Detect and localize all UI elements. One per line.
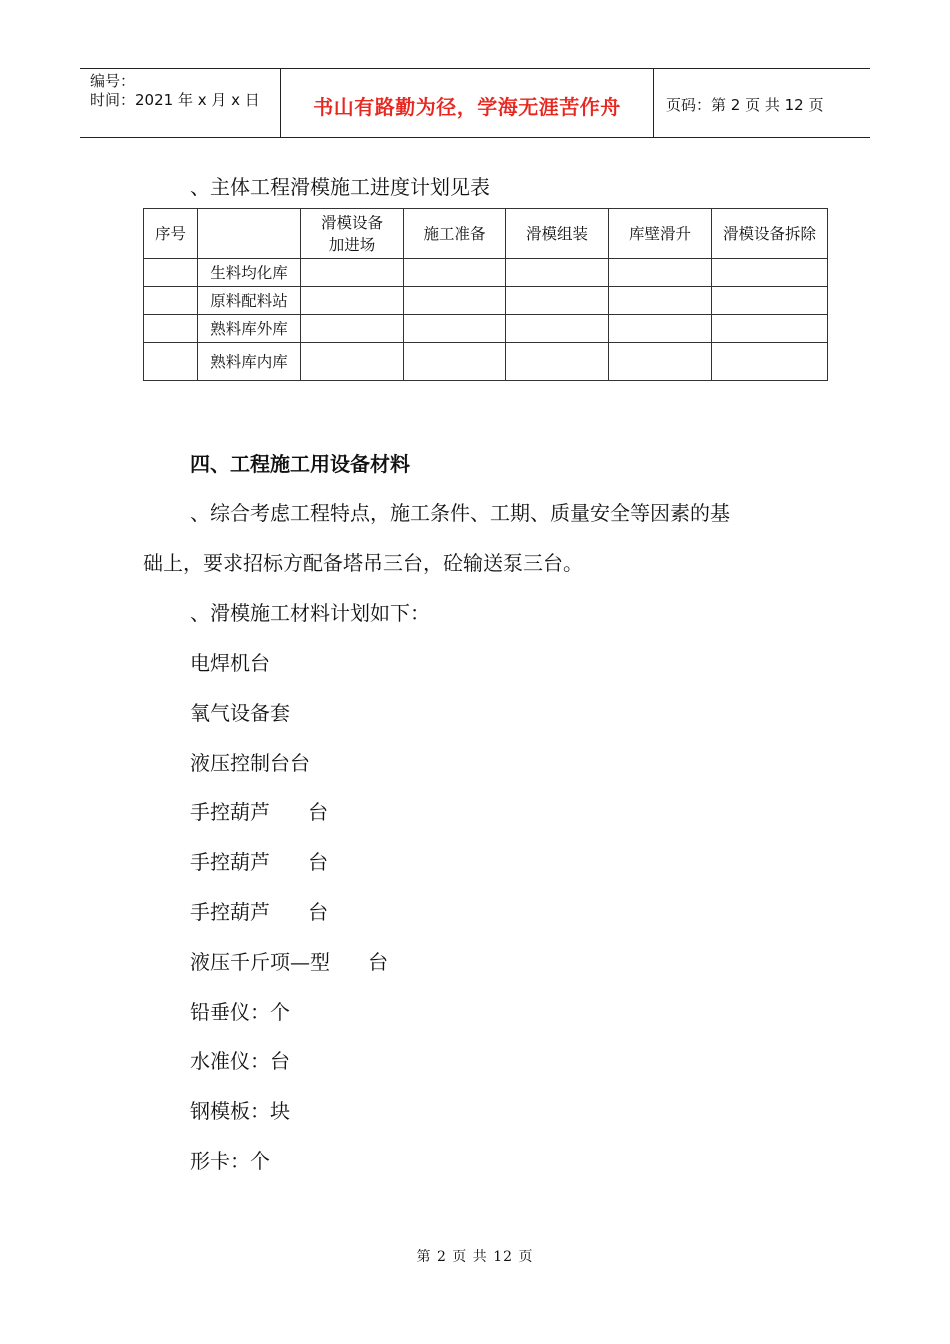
table-row — [144, 315, 828, 343]
table-cell — [404, 343, 506, 381]
table-cell — [712, 343, 828, 381]
schedule-table — [143, 208, 828, 381]
table-cell — [301, 343, 404, 381]
table-cell — [506, 343, 609, 381]
table-header-cell — [198, 209, 301, 259]
paragraph-line: 础上，要求招标方配备塔吊三台，砼输送泵三台。 — [143, 551, 583, 575]
paragraph-line: 、滑模施工材料计划如下： — [190, 601, 430, 625]
header-page-cell — [654, 69, 870, 137]
table-header-cell: 滑模组装 — [506, 209, 609, 259]
material-item: 液压控制台台 — [190, 750, 310, 775]
table-row — [144, 287, 828, 315]
document-number: 编号： — [90, 72, 136, 90]
material-item: 水准仪：台 — [190, 1049, 290, 1074]
document-time: 时间：2021 年 x 月 x 日 — [90, 91, 260, 109]
table-cell — [144, 315, 198, 343]
table-header-cell: 序号 — [144, 209, 198, 259]
table-cell — [404, 259, 506, 287]
table-cell — [144, 259, 198, 287]
table-cell: 熟料库外库 — [198, 315, 301, 343]
table-cell — [609, 287, 712, 315]
table-cell — [301, 287, 404, 315]
table-row — [144, 343, 828, 381]
header-motto-cell — [281, 69, 654, 137]
table-cell — [506, 287, 609, 315]
table-cell — [404, 287, 506, 315]
table-header-cell: 滑模设备拆除 — [712, 209, 828, 259]
material-item: 钢模板：块 — [190, 1099, 290, 1124]
table-cell — [506, 315, 609, 343]
table-cell — [144, 287, 198, 315]
table-cell — [301, 315, 404, 343]
table-cell — [506, 259, 609, 287]
table-cell — [712, 287, 828, 315]
material-item: 铅垂仪：个 — [190, 999, 290, 1024]
material-item: 手控葫芦 台 — [190, 900, 329, 924]
table-cell: 生料均化库 — [198, 259, 301, 287]
header-page-number: 页码：第 2 页 共 12 页 — [666, 96, 824, 114]
table-cell — [404, 315, 506, 343]
table-cell: 原料配料站 — [198, 287, 301, 315]
page-header — [80, 68, 870, 138]
material-item: 氧气设备套 — [190, 700, 290, 725]
material-item: 手控葫芦 台 — [190, 800, 329, 825]
table-header-cell: 库壁滑升 — [609, 209, 712, 259]
material-item: 电焊机台 — [190, 651, 270, 675]
paragraph-line: 、综合考虑工程特点，施工条件、工期、质量安全等因素的基 — [190, 501, 730, 525]
table-cell — [301, 259, 404, 287]
table-header-cell: 滑模设备 加进场 — [301, 209, 404, 259]
table-cell — [712, 259, 828, 287]
table-caption: 、主体工程滑模施工进度计划见表 — [190, 175, 490, 199]
table-row — [144, 259, 828, 287]
header-motto: 书山有路勤为径，学海无涯苦作舟 — [313, 95, 621, 119]
table-cell — [609, 315, 712, 343]
material-item: 形卡：个 — [190, 1149, 270, 1173]
header-meta-cell — [80, 69, 281, 137]
table-cell — [712, 315, 828, 343]
table-cell: 熟料库内库 — [198, 343, 301, 381]
material-item: 液压千斤项—型 台 — [190, 949, 389, 974]
table-cell — [609, 343, 712, 381]
table-header-cell: 施工准备 — [404, 209, 506, 259]
section-heading: 四、工程施工用设备材料 — [190, 452, 410, 476]
page-footer: 第 2 页 共 12 页 — [416, 1249, 534, 1265]
table-cell — [144, 343, 198, 381]
table-cell — [609, 259, 712, 287]
material-item: 手控葫芦 台 — [190, 850, 329, 875]
